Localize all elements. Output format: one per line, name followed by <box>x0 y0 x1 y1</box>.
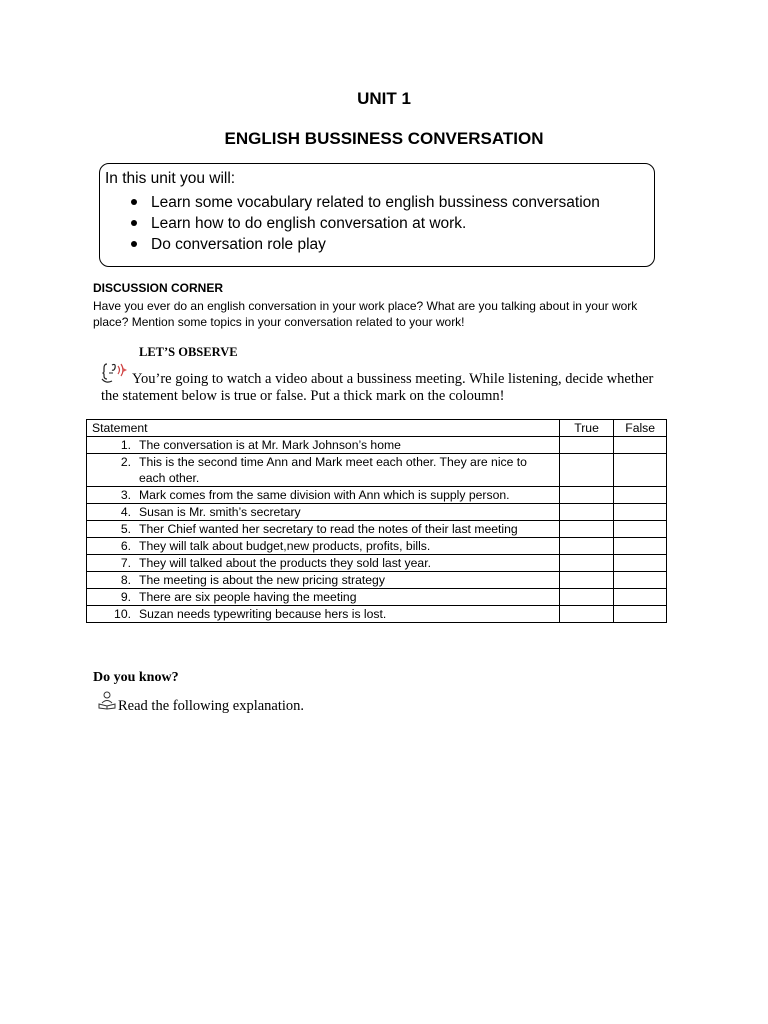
row-number: 6. <box>120 539 131 553</box>
true-checkbox-cell[interactable] <box>559 454 614 487</box>
row-number: 1. <box>120 438 131 452</box>
statement-cell <box>87 572 560 589</box>
header-true: True <box>559 420 614 437</box>
row-text: Suzan needs typewriting because hers is lost. <box>139 607 387 621</box>
false-checkbox-cell[interactable] <box>614 555 667 572</box>
table-row <box>87 437 667 454</box>
statement-cell <box>87 504 560 521</box>
table-header-row <box>87 420 667 437</box>
true-checkbox-cell[interactable] <box>559 572 614 589</box>
row-number: 8. <box>120 573 131 587</box>
objectives-list <box>105 192 654 255</box>
false-checkbox-cell[interactable] <box>614 487 667 504</box>
false-checkbox-cell[interactable] <box>614 504 667 521</box>
statement-cell <box>87 606 560 623</box>
table-row <box>87 606 667 623</box>
row-number: 9. <box>120 590 131 604</box>
objective-item: Learn how to do english conversation at work. <box>151 213 654 234</box>
row-text: The meeting is about the new pricing strategy <box>139 573 385 587</box>
objective-item: Do conversation role play <box>151 234 654 255</box>
objectives-intro: In this unit you will: <box>105 170 236 187</box>
row-number: 2. <box>120 455 131 469</box>
row-number: 5. <box>120 522 131 536</box>
false-checkbox-cell[interactable] <box>614 572 667 589</box>
table-row <box>87 555 667 572</box>
true-checkbox-cell[interactable] <box>559 555 614 572</box>
false-checkbox-cell[interactable] <box>614 606 667 623</box>
observe-heading: LET’S OBSERVE <box>139 345 238 359</box>
do-you-know-text: Read the following explanation. <box>118 698 305 714</box>
row-text: This is the second time Ann and Mark meet each other. They are nice to each other. <box>139 455 527 485</box>
true-checkbox-cell[interactable] <box>559 504 614 521</box>
row-number: 3. <box>120 488 131 502</box>
false-checkbox-cell[interactable] <box>614 589 667 606</box>
statement-cell <box>87 521 560 538</box>
true-checkbox-cell[interactable] <box>559 487 614 504</box>
row-text: There are six people having the meeting <box>139 590 357 604</box>
row-number: 10. <box>114 607 131 621</box>
true-checkbox-cell[interactable] <box>559 437 614 454</box>
discussion-heading: DISCUSSION CORNER <box>93 281 224 295</box>
row-text: They will talk about budget,new products, profits, bills. <box>139 539 431 553</box>
reading-person-icon <box>96 690 118 710</box>
table-row <box>87 521 667 538</box>
row-text: They will talked about the products they sold last year. <box>139 556 431 570</box>
true-checkbox-cell[interactable] <box>559 589 614 606</box>
row-text: The conversation is at Mr. Mark Johnson’s home <box>139 438 401 452</box>
true-checkbox-cell[interactable] <box>559 521 614 538</box>
row-text: Ther Chief wanted her secretary to read the notes of their last meeting <box>139 522 518 536</box>
header-statement: Statement <box>87 420 560 437</box>
header-false: False <box>614 420 667 437</box>
observe-instructions: You’re going to watch a video about a bussiness meeting. While listening, decide whether the statement below is true or false. Put a thick mark on the coloumn! <box>101 371 654 404</box>
false-checkbox-cell[interactable] <box>614 538 667 555</box>
false-checkbox-cell[interactable] <box>614 454 667 487</box>
page-title: ENGLISH BUSSINESS CONVERSATION <box>224 129 544 148</box>
false-checkbox-cell[interactable] <box>614 437 667 454</box>
table-row <box>87 589 667 606</box>
row-text: Susan is Mr. smith’s secretary <box>139 505 301 519</box>
statement-cell <box>87 454 560 487</box>
statement-cell <box>87 589 560 606</box>
table-row <box>87 504 667 521</box>
table-row <box>87 538 667 555</box>
statement-cell <box>87 487 560 504</box>
table-row <box>87 487 667 504</box>
unit-heading: UNIT 1 <box>357 89 411 108</box>
table-row <box>87 454 667 487</box>
false-checkbox-cell[interactable] <box>614 521 667 538</box>
table-row <box>87 572 667 589</box>
statements-table <box>86 419 667 623</box>
true-checkbox-cell[interactable] <box>559 606 614 623</box>
row-text: Mark comes from the same division with Ann which is supply person. <box>139 488 510 502</box>
row-number: 4. <box>120 505 131 519</box>
row-number: 7. <box>120 556 131 570</box>
statement-cell <box>87 538 560 555</box>
discussion-text: Have you ever do an english conversation in your work place? What are you talking about in your work place? Mention some topics in your conversation related to your work! <box>93 299 638 329</box>
true-checkbox-cell[interactable] <box>559 538 614 555</box>
statement-cell <box>87 555 560 572</box>
objective-item: Learn some vocabulary related to english bussiness conversation <box>151 192 654 213</box>
statement-cell <box>87 437 560 454</box>
objectives-box <box>99 163 655 267</box>
do-you-know-heading: Do you know? <box>93 670 179 685</box>
